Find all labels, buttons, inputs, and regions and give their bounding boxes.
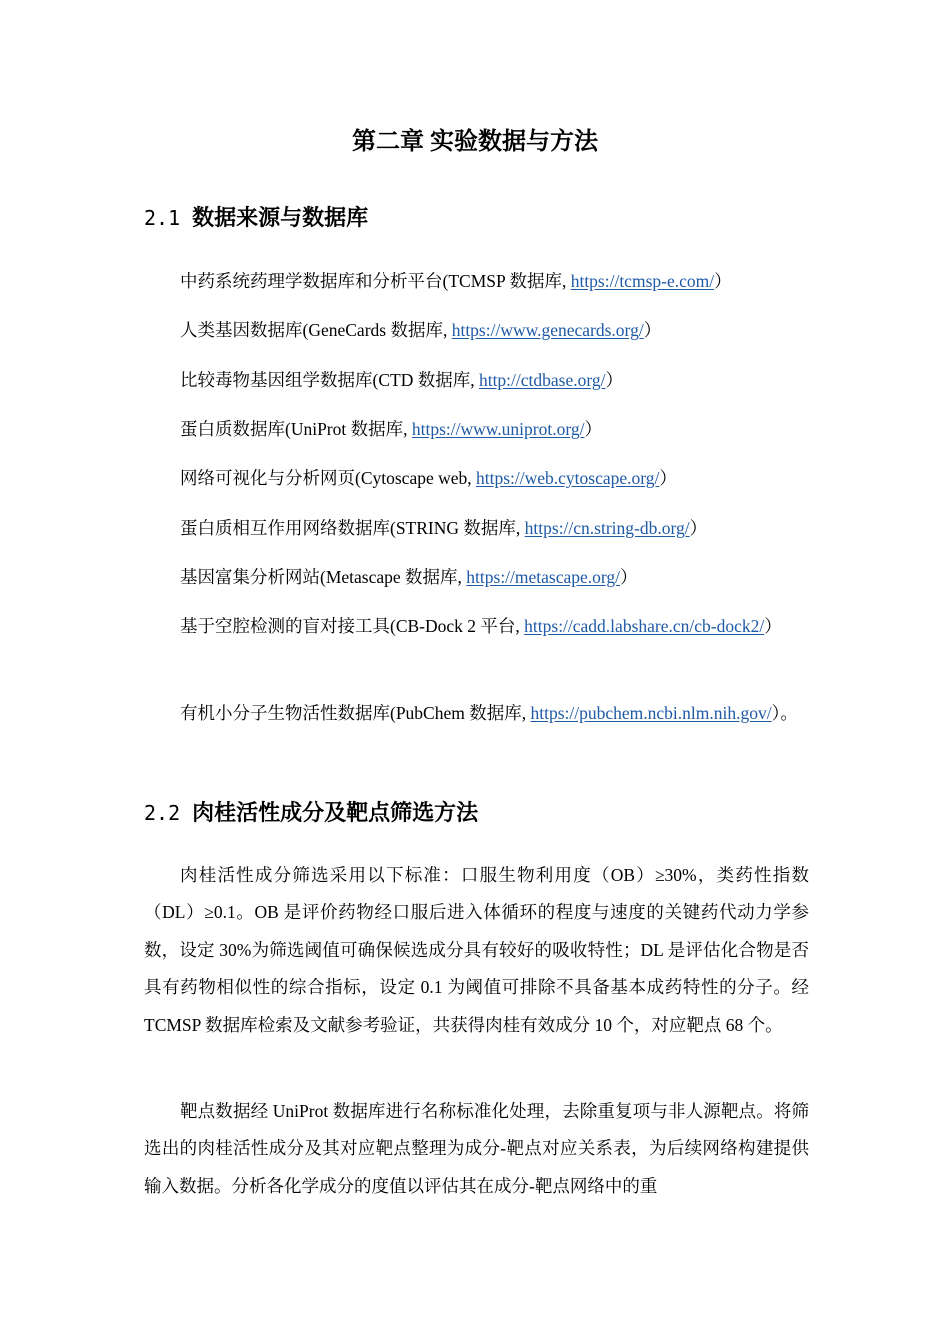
- database-entry-cbdock: [144, 608, 809, 645]
- section-number: 2.2: [144, 801, 181, 825]
- database-link[interactable]: https://pubchem.ncbi.nlm.nih.gov/: [530, 703, 772, 723]
- paragraph-target-processing: 靶点数据经 UniProt 数据库进行名称标准化处理，去除重复项与非人源靶点。将筛选出的肉桂活性成分及其对应靶点整理为成分-靶点对应关系表，为后续网络构建提供输入数据。分析各化学成分的度值以评估其在成分-靶点网络中的重: [144, 1101, 809, 1196]
- entry-text: 人类基因数据库(GeneCards 数据库,: [180, 320, 452, 340]
- database-entry-uniprot: [144, 411, 809, 448]
- entry-text: 比较毒物基因组学数据库(CTD 数据库,: [180, 370, 479, 390]
- section-number: 2.1: [144, 206, 181, 230]
- section-heading-2-2: [144, 798, 478, 828]
- entry-text: 蛋白质相互作用网络数据库(STRING 数据库,: [180, 518, 525, 538]
- entry-text: 中药系统药理学数据库和分析平台(TCMSP 数据库,: [180, 271, 571, 291]
- database-link[interactable]: http://ctdbase.org/: [478, 370, 606, 390]
- entry-text: 网络可视化与分析网页(Cytoscape web,: [180, 468, 477, 488]
- entry-suffix: ）: [643, 320, 662, 340]
- entry-suffix: ）: [714, 271, 732, 291]
- entry-suffix: ）: [584, 419, 602, 439]
- database-link[interactable]: https://tcmsp-e.com/: [570, 271, 715, 291]
- section-heading-2-1: [144, 203, 368, 233]
- chapter-title: 第二章 实验数据与方法: [352, 129, 598, 155]
- database-entry-ctd: [144, 362, 809, 399]
- database-link[interactable]: https://cn.string-db.org/: [524, 518, 690, 538]
- entry-suffix: ）: [764, 616, 782, 636]
- entry-suffix: ）。: [771, 703, 798, 723]
- database-link[interactable]: https://www.uniprot.org/: [411, 419, 585, 439]
- entry-suffix: ）: [659, 468, 677, 488]
- database-entry-pubchem: [144, 695, 809, 732]
- entry-text: 有机小分子生物活性数据库(PubChem 数据库,: [180, 703, 531, 723]
- database-entry-genecards: [144, 312, 809, 349]
- database-link[interactable]: https://www.genecards.org/: [451, 320, 644, 340]
- database-entry-metascape: [144, 559, 809, 596]
- database-link[interactable]: https://metascape.org/: [466, 567, 621, 587]
- database-link[interactable]: https://web.cytoscape.org/: [476, 468, 660, 488]
- database-entry-tcmsp: [144, 263, 809, 300]
- entry-text: 蛋白质数据库(UniProt 数据库,: [180, 419, 412, 439]
- section-title: 肉桂活性成分及靶点筛选方法: [192, 800, 479, 825]
- database-entry-string: [144, 510, 809, 547]
- entry-suffix: ）: [605, 370, 623, 390]
- entry-text: 基因富集分析网站(Metascape 数据库,: [180, 567, 467, 587]
- database-entry-cytoscape: [144, 460, 809, 497]
- entry-suffix: ）: [620, 567, 638, 587]
- section-title: 数据来源与数据库: [192, 205, 369, 230]
- entry-suffix: ）: [689, 518, 708, 538]
- paragraph-screening-criteria: 肉桂活性成分筛选采用以下标准：口服生物利用度（OB）≥30%，类药性指数（DL）≥0.1。OB 是评价药物经口服后进入体循环的程度与速度的关键药代动力学参数，设定 30%为筛选阈值可确保候选成分具有较好的吸收特性；DL 是评估化合物是否具有药物相似性的综合指标，设定 0.1 为阈值可排除不具备基本成药特性的分子。经 TCMSP 数据库检索及文献参考验证，共获得肉桂有效成分 10 个，对应靶点 68 个。: [144, 865, 809, 1035]
- entry-text: 基于空腔检测的盲对接工具(CB-Dock 2 平台,: [180, 616, 525, 636]
- database-link[interactable]: https://cadd.labshare.cn/cb-dock2/: [524, 616, 765, 636]
